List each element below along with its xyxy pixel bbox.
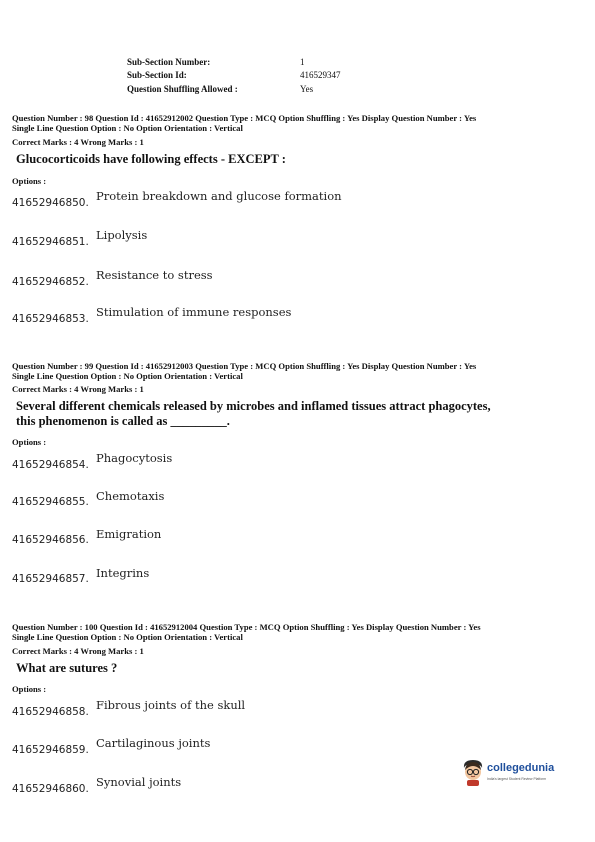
option-id: 41652946852. <box>12 276 89 288</box>
question-text-line1: Several different chemicals released by microbes and inflamed tissues attract phagocytes, <box>16 399 491 413</box>
question-meta-line2: Single Line Question Option : No Option Orientation : Vertical <box>12 371 243 381</box>
subsection-id-label: Sub-Section Id: <box>127 70 187 80</box>
option-text: Integrins <box>96 566 150 580</box>
logo-name: collegedunia <box>487 762 555 774</box>
question-shuffling-label: Question Shuffling Allowed : <box>127 84 238 94</box>
option-id: 41652946857. <box>12 573 89 585</box>
option-id: 41652946855. <box>12 496 89 508</box>
collegedunia-logo <box>460 758 560 786</box>
option-text: Cartilaginous joints <box>96 736 211 750</box>
option-id: 41652946854. <box>12 459 89 471</box>
question-text: Glucocorticoids have following effects - EXCEPT : <box>16 152 286 166</box>
option-id: 41652946856. <box>12 534 89 546</box>
options-label: Options : <box>12 176 47 186</box>
question-marks: Correct Marks : 4 Wrong Marks : 1 <box>12 646 144 656</box>
option-text: Synovial joints <box>96 775 182 789</box>
question-marks: Correct Marks : 4 Wrong Marks : 1 <box>12 384 144 394</box>
option-text: Fibrous joints of the skull <box>96 698 246 712</box>
option-text: Lipolysis <box>96 228 148 242</box>
subsection-number-value: 1 <box>300 57 305 67</box>
question-text-line2: this phenomenon is called as _________. <box>16 414 230 428</box>
option-text: Protein breakdown and glucose formation <box>96 189 342 203</box>
option-text: Emigration <box>96 527 162 541</box>
option-text: Phagocytosis <box>96 451 173 465</box>
option-id: 41652946860. <box>12 783 89 795</box>
option-text: Chemotaxis <box>96 489 165 503</box>
question-marks: Correct Marks : 4 Wrong Marks : 1 <box>12 137 144 147</box>
logo-tagline: India's largest Student Review Platform <box>487 777 547 781</box>
question-shuffling-value: Yes <box>300 84 314 94</box>
option-text: Resistance to stress <box>96 268 213 282</box>
option-text: Stimulation of immune responses <box>96 305 292 319</box>
option-id: 41652946850. <box>12 197 89 209</box>
question-meta-line2: Single Line Question Option : No Option Orientation : Vertical <box>12 123 243 133</box>
question-meta-line1: Question Number : 99 Question Id : 41652912003 Question Type : MCQ Option Shuffling : Yes Display Question Number : Yes <box>12 361 477 371</box>
subsection-number-label: Sub-Section Number: <box>127 57 211 67</box>
option-id: 41652946858. <box>12 706 89 718</box>
option-id: 41652946859. <box>12 744 89 756</box>
question-meta-line1: Question Number : 100 Question Id : 41652912004 Question Type : MCQ Option Shuffling : Yes Display Question Number : Yes <box>12 622 481 632</box>
options-label: Options : <box>12 684 47 694</box>
option-id: 41652946851. <box>12 236 89 248</box>
question-meta-line2: Single Line Question Option : No Option Orientation : Vertical <box>12 632 243 642</box>
options-label: Options : <box>12 437 47 447</box>
question-text: What are sutures ? <box>16 661 118 675</box>
option-id: 41652946853. <box>12 313 89 325</box>
subsection-id-value: 416529347 <box>300 70 341 80</box>
mascot-icon <box>460 758 486 786</box>
question-meta-line1: Question Number : 98 Question Id : 41652912002 Question Type : MCQ Option Shuffling : Yes Display Question Number : Yes <box>12 113 477 123</box>
